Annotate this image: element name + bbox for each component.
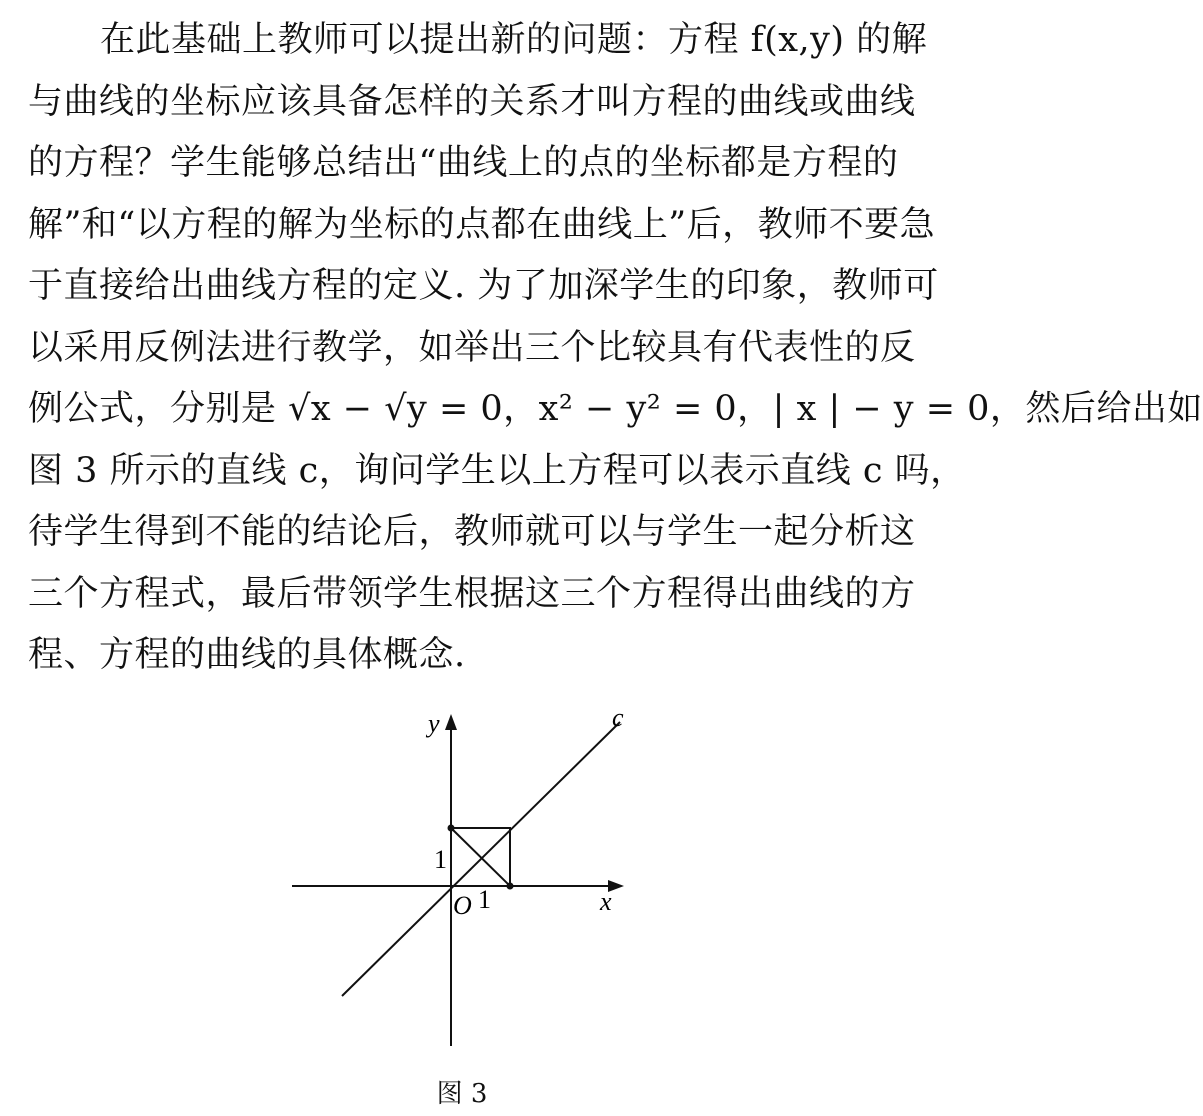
text-line: 与曲线的坐标应该具备怎样的关系才叫方程的曲线或曲线 <box>28 81 916 122</box>
y-axis-arrow <box>445 714 457 730</box>
text-line: 在此基础上教师可以提出新的问题：方程 f(x,y) 的解 <box>100 20 928 60</box>
y-tick-label: 1 <box>434 845 447 874</box>
text-line: 解”和“以方程的解为坐标的点都在曲线上”后，教师不要急 <box>28 204 936 245</box>
square-diagonal <box>451 828 510 886</box>
text-line: 程、方程的曲线的具体概念. <box>28 635 466 675</box>
text-line: 的方程？学生能够总结出“曲线上的点的坐标都是方程的 <box>28 143 899 183</box>
text-line: 以采用反例法进行教学，如举出三个比较具有代表性的反 <box>28 327 916 368</box>
body-paragraph <box>28 10 1203 687</box>
text-line: 于直接给出曲线方程的定义. 为了加深学生的印象，教师可 <box>28 266 939 306</box>
text-line: 三个方程式，最后带领学生根据这三个方程得出曲线的方 <box>28 573 916 614</box>
line-c <box>342 722 620 996</box>
text-line: 例公式，分别是 √x − √y = 0，x² − y² = 0，| x | − y = 0，然后给出如 <box>28 389 1203 429</box>
text-line: 图 3 所示的直线 c，询问学生以上方程可以表示直线 c 吗， <box>28 450 966 491</box>
origin-label: O <box>453 891 472 920</box>
x-tick-label: 1 <box>478 885 491 914</box>
x-axis-label: x <box>600 887 612 916</box>
figure-3-diagram <box>280 700 640 1060</box>
figure-caption: 图 3 <box>436 1079 488 1109</box>
text-line: 待学生得到不能的结论后，教师就可以与学生一起分析这 <box>28 512 916 552</box>
point-0-1 <box>448 825 455 832</box>
point-1-0 <box>507 883 514 890</box>
y-axis-label: y <box>428 709 440 738</box>
line-c-label: c <box>612 703 624 732</box>
